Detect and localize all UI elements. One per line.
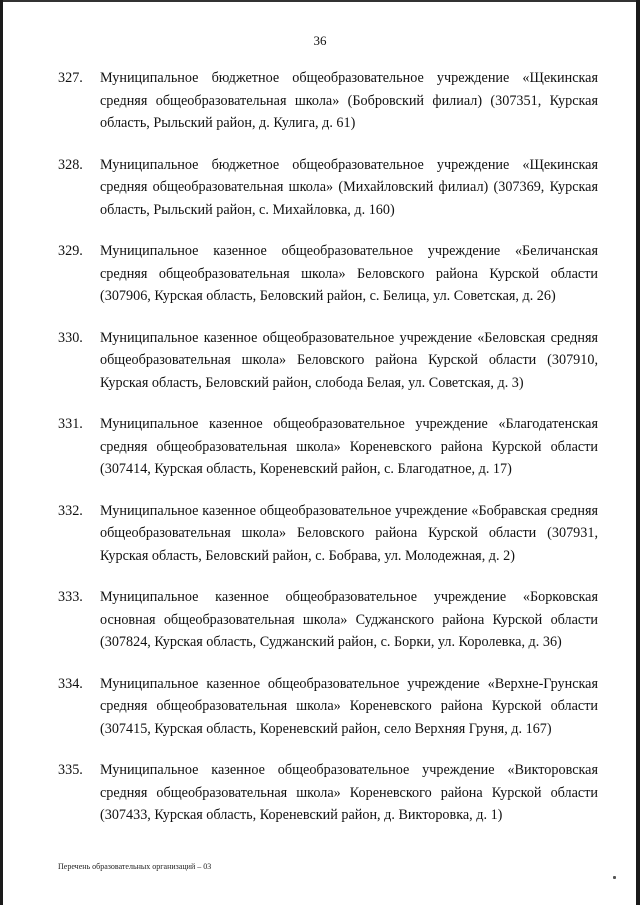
entry-text: Муниципальное казенное общеобразовательное учреждение «Беловская средняя общеобразовательная школа» Беловского района Курской области (307910, Курская область, Беловский район, слобода Белая, ул. Советская, д. 3) [100, 329, 598, 391]
list-item [58, 154, 598, 222]
entry-number: 332. [58, 502, 83, 519]
scan-edge-right [636, 0, 640, 905]
list-item [58, 759, 598, 827]
entry-text: Муниципальное казенное общеобразовательное учреждение «Бобравская средняя общеобразовательная школа» Беловского района Курской области (307931, Курская область, Беловский район, с. Бобрава, ул. Молодежная, д. 2) [100, 502, 598, 564]
entry-number: 333. [58, 589, 83, 605]
entry-number: 330. [58, 329, 83, 346]
entry-number: 327. [58, 70, 83, 86]
list-item [58, 413, 598, 481]
list-item [58, 586, 598, 654]
list-item [58, 240, 598, 308]
scan-edge-top [0, 0, 640, 2]
entry-text: Муниципальное казенное общеобразовательное учреждение «Борковская основная общеобразовательная школа» Суджанского района Курской области (307824, Курская область, Суджанский район, с. Борки, ул. Королевка, д. 36) [100, 589, 598, 650]
page-footer: Перечень образовательных организаций – 03 [58, 862, 212, 871]
entry-text: Муниципальное бюджетное общеобразовательное учреждение «Щекинская средняя общеобразовательная школа» (Михайловский филиал) (307369, Курская область, Рыльский район, с. Михайловка, д. 160) [100, 156, 598, 218]
entry-text: Муниципальное казенное общеобразовательное учреждение «Верхне-Грунская средняя общеобразовательная школа» Кореневского района Курской области (307415, Курская область, Кореневский район, село Верхняя Груня, д. 167) [100, 675, 598, 737]
list-item [58, 500, 598, 568]
organization-list [58, 67, 598, 846]
list-item [58, 67, 598, 135]
entry-number: 331. [58, 416, 83, 432]
entry-number: 329. [58, 243, 83, 259]
entry-text: Муниципальное бюджетное общеобразовательное учреждение «Щекинская средняя общеобразовательная школа» (Бобровский филиал) (307351, Курская область, Рыльский район, д. Кулига, д. 61) [100, 70, 598, 131]
entry-number: 334. [58, 675, 83, 692]
list-item [58, 327, 598, 395]
entry-text: Муниципальное казенное общеобразовательное учреждение «Беличанская средняя общеобразовательная школа» Беловского района Курской области (307906, Курская область, Беловский район, с. Белица, ул. Советская, д. 26) [100, 243, 598, 304]
entry-number: 335. [58, 762, 83, 778]
entry-text: Муниципальное казенное общеобразовательное учреждение «Благодатенская средняя общеобразовательная школа» Кореневского района Курской области (307414, Курская область, Кореневский район, с. Благодатное, д. 17) [100, 416, 598, 477]
entry-text: Муниципальное казенное общеобразовательное учреждение «Викторовская средняя общеобразовательная школа» Кореневского района Курской области (307433, Курская область, Кореневский район, д. Викторовка, д. 1) [100, 762, 598, 823]
scan-edge-left [0, 0, 3, 905]
page-number: 36 [313, 33, 327, 48]
list-item [58, 673, 598, 741]
entry-number: 328. [58, 156, 83, 173]
scan-speck [613, 876, 616, 879]
